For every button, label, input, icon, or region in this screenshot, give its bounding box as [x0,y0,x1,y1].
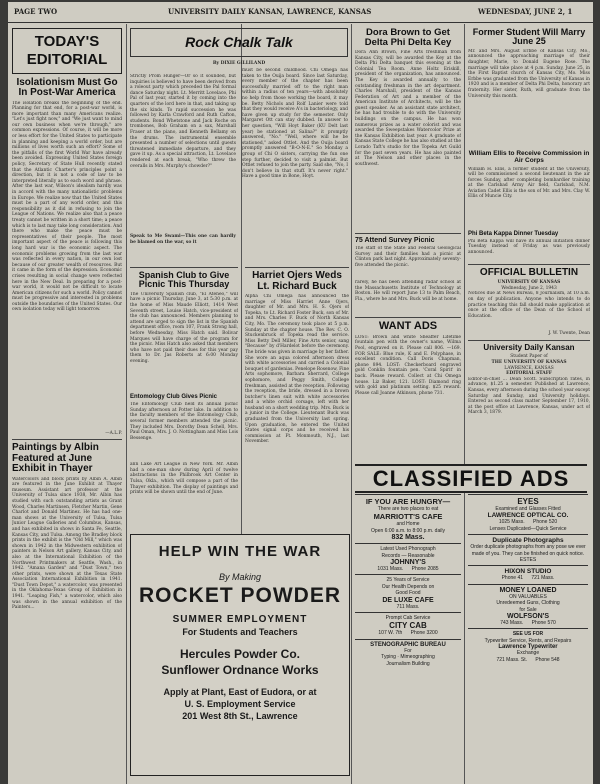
newspaper-page [8,2,593,784]
marriotts-ad [355,494,461,543]
issue-date: WEDNESDAY, JUNE 2, 1 [478,7,573,16]
steno-line1: STENOGRAPHIC BUREAU [370,641,446,648]
rock-chalk-body-a: Strictly Prom Hunger—Or so it sounded, but inquiries is believed to have been derived from a roleout party which preceded the Pal formal dance Saturday night. Lt. Merritt Lovelace, Phi Pal of last year, started it by coming into the quarters of the lord here in that, and taking up the six kinds. To rapid succession he was followed by Karla Crawford and Ruth Cafton, students. Bond Whetstone and Jack Roche on trombones, Bob Graham on a sax, Marshall Fraser at the piano, and Kenneth Bellamy on the drums. The instrumental ensemble presented a number of selections until guests threatened immediate departure, and they gave it up. As a special attraction, Lt. Lovelace rendered at each break, "Who threw the overalls in Mrs. Murphy's chowder?" [130,74,236,169]
rock-chalk-talk-section [130,24,348,264]
marriotts-line3: MARRIOTT'S CAFE [373,512,443,522]
wolfsons-line4: for Sale [519,606,537,613]
survey-picnic-headline: 75 Attend Survey Picnic [355,236,435,244]
editorial-signature: —A.L.P. [105,430,122,436]
editorial-body: The isolation breaks the beginning of the end. Planning for that end, for a post-war world, is more important than many Americans realize. "Let's just fight now," and "We just want to mind our own business when we're through," are common expressions. Of course, it will be more or less effort for the United States to participate in planning and keeping a world order, but are millions of lives worth such an effort? Some of the pitfalls of the first World War have already been avoided. Expressing United States foreign policy, Secretary of State Hull recently stated that the Atlantic Charter's principles point a direction, but it is not a code of law to be interpreted literally as to each word and phrase. After the last war, Wilson's idealism hardly was in accord with the many nationalistic problems in Europe. We realize now that the United States must be a part of any world order, and this responsibility as it did in refusing to join the League of Nations. We realize also that a peace treaty cannot be written in a short time; a peace which is to last may take long consideration. And there who make the peace must be representatives of their people. The most important aspect of the peace is following this long hard war is the economic aspect. The economic problems growing from the last war was reflected in every nation, in our own lost because of our greater wealth of resources. But it came in the form of the depression. Economic crises resulting in social change were reflected here in the New Deal. In preparing for a post-war world, it would not be difficult to locate American citizens for such a world. Policy cannot must be progressive and interested in problems outside the boundaries of the United States. Our own isolation today will light tomorrow. [12,100,122,313]
wolfsons-line2: ON VALUABLES [509,593,547,600]
comic-banner [130,28,348,57]
deluxe-line4: DE LUXE CAFE [382,596,434,604]
bulletin-sub: UNIVERSITY OF KANSAS [497,280,561,286]
deluxe-line5: 711 Mass. [396,603,420,610]
optical-line3: 1025 Mass. Phone 520 [498,519,558,526]
radar-school-body: rarely, he has been attending radar school at the Massachusetts Institute of Technology at Boston. He will report June 13 to Palm Beach, Fla., where he and Mrs. Buck will be at home. [355,280,461,303]
ellis-body: William H. Ellis, a former student at the University, will be commissioned a second lieutenant in the air forces Sunday, after completing bombardier training at the Carlsbad Army Air field, Carlsbad, N.M. Aviation Cadet Ellis is the son of Mr. and Mrs. Clay W. Ellis of Muncie City. [468,166,590,200]
hixon-line2: Phone 41 721 Mass. [501,575,555,582]
wolfsons-line5: WOLFSON'S [506,613,550,621]
dup-sig: ESTES [519,557,537,564]
optical-head: EYES [517,497,539,506]
optical-line2: LAWRENCE OPTICAL CO. [487,512,569,520]
war-ad-apply3: 201 West 8th St., Lawrence [182,711,298,721]
war-ad-company2: Sunflower Ordnance Works [161,663,319,677]
wolfsons-ad [468,584,588,629]
delta-phi-headline: Dora Brown to Get Delta Phi Delta Key [364,27,452,48]
albin-continued-body: ann Lake Art League in New York. Mr. Albin had a one-man show during April of twelve abstractions in the Philbrook Art Center in Tulsa, Okla., which will compose a part of the Thayer exhibition. The display of paintings and prints will be shown until the end of June. [130,462,238,496]
city-cab-ad [355,612,461,639]
wedding-headline: Harriet Ojers Weds Lt. Richard Buck [252,270,342,292]
kansan-sub2: THE UNIVERSITY OF KANSAS [491,360,567,366]
optical-line4: Lenses Duplicated—Quick Service [489,525,567,532]
editorial-headline: Isolationism Must Go In Post-War America [16,76,118,98]
delta-phi-body: Dora Ann Brown, Fine Arts freshman from Kansas City, will be awarded the Key at the Delta Phi Delta banquet this evening at the Colonial Tea Room. Anne Holtz Eriskill, president of the organization, has announced. The Key is awarded annually to the outstanding freshman in the art department. Charles Marshall, president of the Kansas Federation of Art and a member of the American Institute of Architects, will be the guest speaker. As an assistant state architect, he has had trouble to do with the University buildings on the campus. He has won numerous prizes as a water colorist and was awarded the Sweepstakes Watercolor Prize at the Kansas Exhibition last year. A graduate of Kansas State College he has also studied at the Lorado Taft's studio for the Topeka Art Guild for the past seven years. He has also painted at The Nelson and other places in the southwest. [355,49,461,167]
editorial-box [12,28,122,74]
citycab-line2: CITY CAB [389,621,427,631]
war-ad-students: For Students and Teachers [182,627,298,637]
kansan-title: University Daily Kansan [483,343,575,353]
albin-body: Watercolors and block prints by Albin A. Albin are featured in the June Exhibit at Thayer museum. Assistant art professor at the University of Tulsa since 1938, Mr. Albin has studied with such outstanding artists as Grant Wood, Charles Martinsen, Fletcher Martin, Gene Charlot and Donald Martinez. He has had one-man shows at the University of Tulsa, Tulsa Junior League Galleries and Columbus, Kansas, and has exhibited in shows in Santa Fe, Seattle, Kansas City, and Tulsa. Among the Bradley block prints in the exhibit is the "Old Mill," which was shown in 1942 in the Midwestern exhibition of painters in Nelson Art gallery, Kansas City, and also at the International Exhibition of the Northwest Printmakers at Seattle, Wash., in 1942. "Amana Garden" and "Dust Town," two other prints, were shown at the Texas State Association International Exhibition in 1941. "Dust Town Depot," a watercolor, was presented in the Oklahoma-Texas Group of Exhibition in 1941. "Leaping Fish," a watercolor, which also was shown in the annual exhibition of the Painters... [12,476,122,611]
hixon-studio-ad [468,565,588,583]
editorial-column [12,24,122,784]
marriotts-line4: and Home [396,521,420,528]
war-ad-apply1: Apply at Plant, East of Eudora, or at [163,687,317,697]
column-rule [464,24,465,784]
classified-ads-headline: CLASSIFIED ADS [372,466,570,491]
duplicate-photos-ad [468,534,588,565]
paper-title: UNIVERSITY DAILY KANSAN, LAWRENCE, KANSAS [168,7,372,16]
ellis-headline: William Ellis to Receive Commission in Air Corps [468,149,590,164]
war-ad-summer: SUMMER EMPLOYMENT [172,614,308,625]
rock-chalk-talk-title: Rock Chalk Talk [185,34,293,50]
entomology-headline: Entomology Club Gives Picnic [130,393,218,400]
former-student-headline: Former Student Will Marry June 25 [472,27,586,47]
deluxe-cafe-ad [355,574,461,612]
wolfsons-line1: MONEY LOANED [499,586,557,594]
column-five [468,24,590,464]
typewriter-line4: Exchange [516,650,540,657]
classified-banner [355,464,587,493]
want-ads-headline: WANT ADS [378,320,438,333]
rock-chalk-body-b: must be second childhood. Chi Omega has taken to the Ouija board. Since last Saturday, every member of the chapter has been successfully married off to the right man within a radius of ten years—with absolutely no help from those working the board, it may be. Betty Nichols and Rolf Lanier were told that they would receive A's in bacteriology, and have given up study for the semester. Only Margaret Ott can stay dubbed. In answer to her question, "Will Hoyt Baker (KU Delt last year) be stationed at Salina?" it promptly answered, "No." "Well, where will he be stationed," asked Ottlet. And the Ouija board promptly answered "B-O-N-E." So Monday a group of Chi O sisters, carrying the fun one step further, decided to visit a palmist. But Ottlet refused to join the party. Said she, "No, I don't believe in that stuff. It's never right." Have a good time in Bone, Hoyt. [242,68,348,180]
wedding-body: Alpha Chi Omega has announced the marriage of Miss Harriet Anne Ojers, daughter of Mr. and Mrs. H. S. Ojers of Topeka, to Lt. Richard Foster Buck, son of Mr. and Mrs. Charles F. Buck of North Kansas City, Mo. The ceremony took place at 5 p.m. Sunday at the chapter house. The Rev. C. O. Stuckenbruck of Topeka read the service. Miss Betty Dell Miller, Fine Arts senior, sang "Because" by d'Hardelot before the ceremony. The bride was given in marriage by her father. She wore an aqua colored afternoon dress with white accessories and carried a Colonial bouquet of gardenias. Penelope Rosenow, Fine Arts sophomore, Barbara Sherrard, College sophomore, and Peggy Smith, College freshman, assisted at the reception. Following the reception, the bride, dressed in a brown butcher's linen suit with white accessories and a white orchid corsage, left with her husband on a short wedding trip. Mrs. Buck is a junior in the College. Lieutenant Buck was graduated from the University last spring. Upon graduation, he entered the United States signal corps and he received his commission at Ft. Monmouth, N.J., last November. [245,294,349,445]
bulletin-date: Wednesday, June 2, 1943 [501,285,557,291]
editorial-title-line1: TODAY'S [34,33,100,50]
editorial-title-line2: EDITORIAL [26,50,108,68]
wolfsons-line6: 743 Mass. Phone 570 [500,620,556,627]
deluxe-line2: Our Health Depends on [381,583,435,590]
hixon-line1: HIXON STUDIO [504,568,552,576]
albin-headline: Paintings by Albin Featured at June Exhibit in Thayer [12,442,99,475]
spanish-club-headline: Spanish Club to Give Picnic This Thursday [138,270,230,290]
kansan-sub1: Student Paper of [510,354,548,360]
spanish-club-column [130,264,238,532]
deluxe-line1: 25 Years of Service [386,577,430,584]
column-rule [126,24,127,784]
bulletin-body: Notices due at News Bureau, 8 Journalism, at 10 a.m. on day of publication. Anyone who intends to do practice teaching this fall should make application at once at the office of the Dean of the School of Education. [468,291,590,319]
typewriter-ad [468,628,588,665]
survey-picnic-body: The staff of the State and Federal Geological Survey and their families had a picnic at Clinton park last night. Approximately seventy-five attended the picnic. [355,246,461,269]
steno-line2: For [404,647,412,654]
phi-beta-headline: Phi Beta Kappa Dinner Tuesday [468,230,559,237]
citycab-line1: Prompt Cab Service [385,615,431,622]
johnnys-ad [355,543,461,574]
optical-ad [468,494,588,534]
page-number: PAGE TWO [14,7,58,16]
classified-right [468,494,588,762]
typewriter-line2: Typewriter Service, Rents, and Repairs [484,637,572,644]
wedding-column [245,264,349,532]
bulletin-signature: J. W. Twente, Dean [548,331,590,337]
former-student-body: Mr. and Mrs. August Erbbe of Kansas City, Mo., announced the approaching marriage of their daughter, Marie, to Donald Eugene Rose. The marriage will take place at 4 p.m. Sunday, June 25, in the First Baptist church of Kansas City, Mo. Miss Erbbe was graduated from the University of Kansas in 1920 and is a member of Delta Phi Delta, honorary art fraternity. Her sister, Ruth, will graduate from the University this month. [468,48,590,99]
typewriter-line3: Lawrence Typewriter [498,644,558,651]
column-byline: By DIXIE GILLILAND [212,60,266,66]
dup-body: Order duplicate photographs from any pose we ever made of you. They can be finished on quick notice. [470,544,586,557]
marriotts-line1: IF YOU ARE HUNGRY— [365,497,451,506]
rock-chalk-body-c: Speak to Me Swami—This one can hardly be blamed on the war, so it [130,234,236,245]
rock-chalk-right [242,68,348,258]
spanish-club-body: The University Spanish club, "El Ateneo," will have a picnic Thursday, June 3, at 5:30 p.m. at the home of Miss Maude Elliott, 1414 West Seventh street, Louise Hatch, vice-president of the club has announced. Members planning to attend are urged to sign the list in the Spanish department office, room 107, Frank Strong hall, before Wednesday, Miss Hatch said. Bolivar Marques will have charge of the program for the picnic. Miss Hatch also asked that members who have not paid their dues for this year pay them to Dr. Jas Roberts at 6:00 Monday evening. [130,291,238,364]
war-ad-apply2: U. S. Employment Service [184,699,296,709]
johnnys-line1: Latest Used Phonograph [380,546,436,553]
typewriter-line1: SEE US FOR [512,631,544,638]
marriotts-line2: There are two places to eat [377,506,439,512]
dup-head: Duplicate Photographs [492,537,564,545]
classified-left [355,494,461,762]
optical-line1: Examined and Glasses Fitted [495,506,561,512]
phi-beta-body: Phi Beta Kappa will have its annual initiation dinner Tuesday instead of Friday as was previously announced. [468,238,590,255]
war-ad-by-making: By Making [218,572,262,582]
stenographic-ad [355,639,461,669]
want-ads-body: LOST: Brown and white Sheaffer Lifetime fountain pen with the owner's name, Wilma Pool, engraved on it. Please call 806. —169. FOR SALE: Blue rule, K and E. Polyphase, in excellent condition. Call Doris Chapman, phone 894. LOST: Checkerboard engraved gold Conklin fountain pen. 'Coral Spirit' in back. Please reward. Collect at Chi Omega house. Liz Baker, 121. LOST: Diamond ring with gold and platinum setting. $25 reward. Please call Joanne Atkinson, phone 731. [355,334,461,396]
war-ad-headline: HELP WIN THE WAR [158,543,322,560]
war-ad-product: ROCKET POWDER [139,584,341,607]
rock-chalk-left [130,74,236,245]
entomology-body: The Entomology Club held its annual picnic Sunday afternoon at Potter lake. In addition to the faculty members of the Entomology Club, several former members attended the picnic. They included Mrs. Dorothy Dean Schell, Mrs. Paul Oman, Mrs. J. O. Nottingham and Miss Lois Bessenge. [130,402,238,441]
kansan-sub3: LAWRENCE, KANSAS [504,365,554,371]
steno-line3: Typing · Mimeographing [381,654,435,661]
kansan-body: Editor-in-chief ... Dean Scott. Subscription rates, in advance, $1.25 a semester. Published at Lawrence, Kansas, every afternoon during the school year except Saturday and Sunday, and University holidays. Entered as second class matter September 17, 1910, at the post office at Lawrence, Kansas, under act of March 3, 1879. [468,376,590,416]
deluxe-line3: Good Food [395,590,421,597]
war-ad-company1: Hercules Powder Co. [179,647,301,661]
column-rule [351,24,352,784]
masthead [8,2,593,23]
marriotts-line6: 832 Mass. [391,534,425,542]
marriotts-line5: Open 6:00 a.m. to 8:00 p.m. daily [371,527,445,534]
kansan-staff: EDITORIAL STAFF [506,371,552,377]
citycab-line3: 107 W. 7th Phone 3200 [378,630,438,637]
johnnys-line3: JOHNNY'S [390,559,426,567]
typewriter-line5: 721 Mass. St. Phone 548 [496,656,560,663]
steno-line4: Journalism Building [386,660,430,667]
johnnys-line2: Records — Reasonable [381,552,435,559]
johnnys-line4: 1031 Mass. Phone 2085 [377,566,439,573]
rocket-powder-ad [130,534,350,776]
official-bulletin-headline: OFFICIAL BULLETIN [479,266,579,278]
wolfsons-line3: Unredeemed Guns, Clothing [496,600,560,607]
